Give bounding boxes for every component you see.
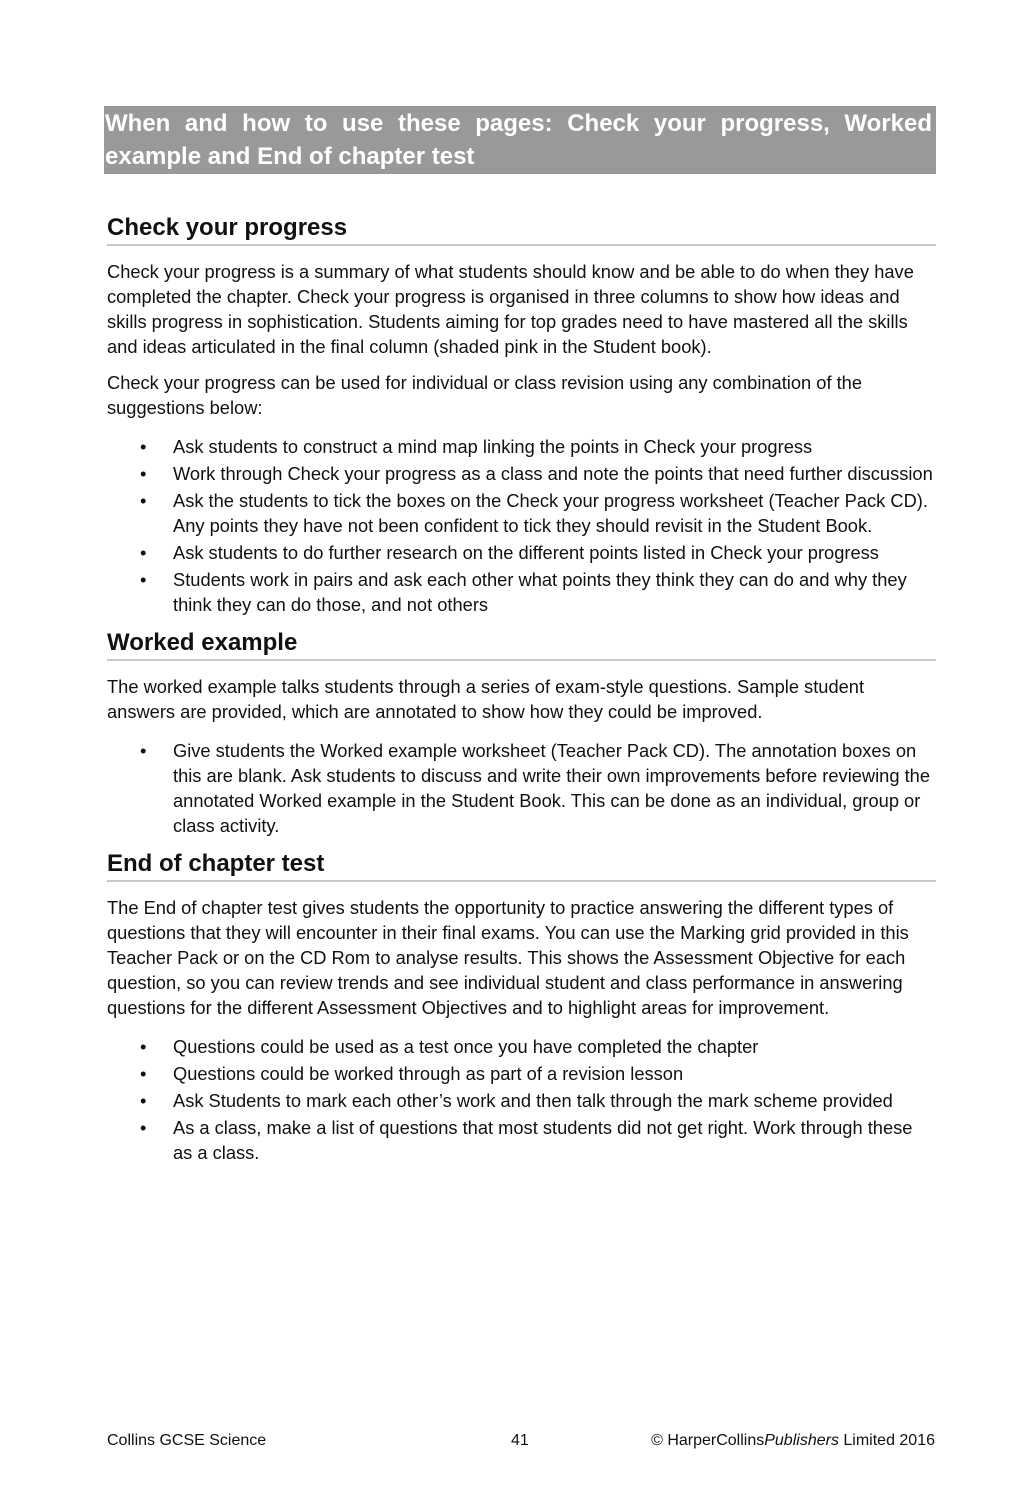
copyright-suffix: Limited 2016 xyxy=(838,1432,935,1449)
section-worked-example xyxy=(107,628,936,838)
paragraph: The End of chapter test gives students the opportunity to practice answering the different types of questions that they will encounter in their final exams. You can use the Marking grid provided in this Teacher Pack or on the CD Rom to analyse results. This shows the Assessment Objective for each question, so you can review trends and see individual student and class performance in answering questions for the different Assessment Objectives and to highlight areas for improvement. xyxy=(107,897,909,1018)
section-heading: End of chapter test xyxy=(107,849,936,882)
list-item: • Ask Students to mark each other’s work and then talk through the mark scheme provided xyxy=(107,1088,936,1113)
list-item: • Questions could be worked through as part of a revision lesson xyxy=(107,1061,936,1086)
list-item: • As a class, make a list of questions that most students did not get right. Work through these as a class. xyxy=(107,1115,936,1165)
list-item: • Give students the Worked example worksheet (Teacher Pack CD). The annotation boxes on this are blank. Ask students to discuss and write their own improvements before reviewing the annotated Worked example in the Student Book. This can be done as an individual, group or class activity. xyxy=(107,738,936,838)
page-number: 41 xyxy=(511,1432,529,1449)
bullet-list xyxy=(107,738,936,838)
footer-publication: Collins GCSE Science xyxy=(107,1432,267,1449)
list-item: • Ask students to construct a mind map linking the points in Check your progress xyxy=(107,434,936,459)
copyright-italic: Publishers xyxy=(764,1432,839,1449)
page-banner: When and how to use these pages: Check your progress, Worked example and End of chapter test xyxy=(104,106,936,174)
footer-copyright xyxy=(651,1431,935,1451)
bullet-list xyxy=(107,434,936,617)
copyright-prefix: © HarperCollins xyxy=(651,1432,765,1449)
section-heading: Worked example xyxy=(107,628,936,661)
section-end-of-chapter-test xyxy=(107,849,936,1165)
list-item: • Students work in pairs and ask each other what points they think they can do and why they think they can do those, and not others xyxy=(107,567,936,617)
paragraph: Check your progress can be used for individual or class revision using any combination of the suggestions below: xyxy=(107,372,863,418)
section-check-your-progress xyxy=(107,213,936,617)
paragraph: The worked example talks students through a series of exam-style questions. Sample student answers are provided, which are annotated to show how they could be improved. xyxy=(107,676,865,722)
list-item: • Ask students to do further research on the different points listed in Check your progress xyxy=(107,540,936,565)
paragraph: Check your progress is a summary of what students should know and be able to do when they have completed the chapter. Check your progress is organised in three columns to show how ideas and skills progress in sophistication. Students aiming for top grades need to have mastered all the skills and ideas articulated in the final column (shaded pink in the Student book). xyxy=(107,261,914,357)
list-item: • Work through Check your progress as a class and note the points that need further discussion xyxy=(107,461,936,486)
list-item: • Questions could be used as a test once you have completed the chapter xyxy=(107,1034,936,1059)
bullet-list xyxy=(107,1034,936,1165)
page-content xyxy=(107,106,936,1167)
section-heading: Check your progress xyxy=(107,213,936,246)
list-item: • Ask the students to tick the boxes on the Check your progress worksheet (Teacher Pack CD). Any points they have not been confident to tick they should revisit in the Student Book. xyxy=(107,488,936,538)
